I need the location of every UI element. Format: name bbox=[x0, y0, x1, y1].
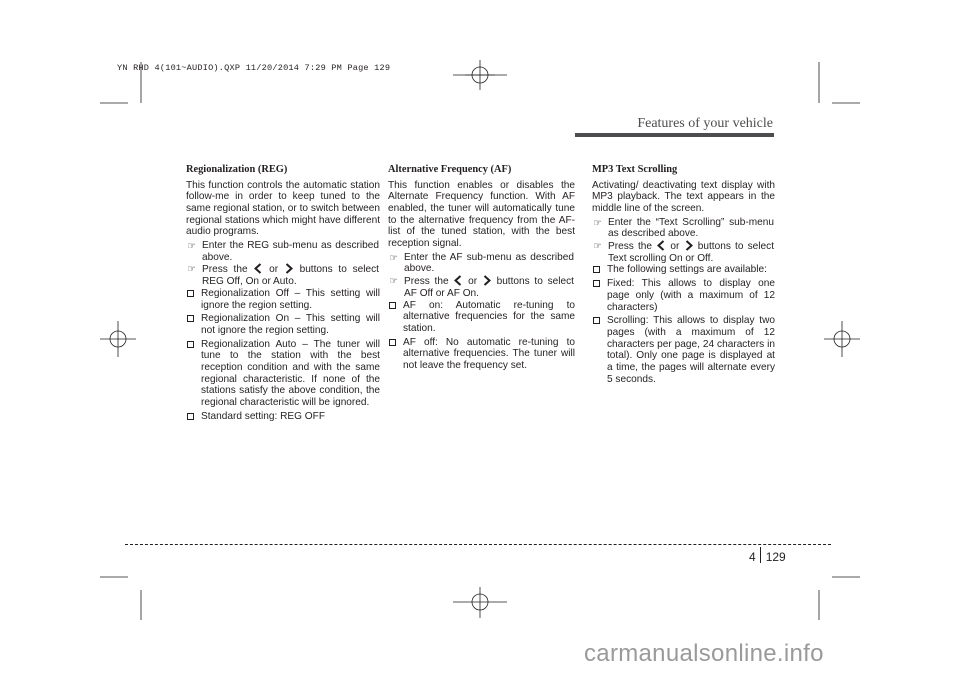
pointing-hand-icon: ☞ bbox=[389, 252, 398, 264]
option-item bbox=[388, 337, 575, 372]
section-title-bar bbox=[575, 133, 774, 137]
intro-paragraph: This function enables or disables the Alternate Frequency function. With AF enabled, the tuner will automatically tune to the alternative frequency from the AF-list of the tuned station, with the best reception signal. bbox=[388, 179, 575, 250]
chapter-number: 4 bbox=[749, 550, 756, 564]
file-header: YN RHD 4(101~AUDIO).QXP 11/20/2014 7:29 PM Page 129 bbox=[117, 63, 391, 73]
chevron-left-icon bbox=[254, 263, 262, 274]
item-text-post: buttons to select REG Off, On or Auto. bbox=[202, 264, 379, 288]
item-text: Fixed: This allows to display one page only (with a maximum of 12 characters) bbox=[607, 278, 775, 313]
box-bullet-icon bbox=[187, 290, 194, 297]
option-item bbox=[186, 411, 380, 423]
pointing-hand-icon: ☞ bbox=[389, 276, 398, 288]
chevron-left-icon bbox=[657, 240, 665, 251]
box-bullet-icon bbox=[187, 413, 194, 420]
item-text: Regionalization Auto – The tuner will tune to the station with the best reception condition and with the same regional characteristic. If none of the stations satisfy the above condition, the regional characteristic will be ignored. bbox=[201, 338, 380, 409]
box-bullet-icon bbox=[593, 317, 600, 324]
footer-rule bbox=[125, 544, 831, 545]
item-text-mid: or bbox=[468, 276, 478, 288]
item-text: The following settings are available: bbox=[607, 264, 767, 276]
box-bullet-icon bbox=[389, 339, 396, 346]
box-bullet-icon bbox=[593, 280, 600, 287]
item-text: Regionalization Off – This setting will ignore the region setting. bbox=[201, 287, 380, 311]
item-text-post: buttons to select AF Off or AF On. bbox=[404, 276, 574, 299]
registration-mark-left bbox=[100, 321, 136, 357]
pointing-hand-icon: ☞ bbox=[593, 241, 602, 253]
option-item bbox=[186, 339, 380, 409]
page-number-value: 129 bbox=[765, 550, 786, 564]
section-heading: Regionalization (REG) bbox=[186, 164, 288, 175]
instruction-item bbox=[593, 240, 774, 264]
column-alternative-frequency bbox=[388, 164, 575, 374]
registration-mark-right bbox=[824, 321, 860, 357]
item-text-mid: or bbox=[269, 264, 279, 276]
item-text: Enter the REG sub-menu as described above. bbox=[202, 240, 379, 263]
item-text-pre: Press the bbox=[202, 264, 248, 276]
item-text: Regionalization On – This setting will not ignore the region setting. bbox=[201, 313, 380, 336]
section-heading: MP3 Text Scrolling bbox=[592, 164, 678, 175]
watermark: carmanualsonline.info bbox=[584, 640, 824, 667]
item-text: Enter the AF sub-menu as described above. bbox=[404, 251, 574, 275]
section-heading: Alternative Frequency (AF) bbox=[388, 164, 512, 175]
section-title: Features of your vehicle bbox=[637, 116, 773, 131]
instruction-item bbox=[593, 217, 774, 240]
option-item bbox=[186, 288, 380, 311]
chevron-right-icon bbox=[285, 263, 293, 274]
chevron-left-icon bbox=[454, 275, 462, 286]
option-item bbox=[388, 300, 575, 335]
instruction-item bbox=[187, 263, 379, 287]
registration-mark-top bbox=[453, 60, 507, 90]
item-text: AF off: No automatic re-tuning to alternative frequencies. The tuner will not leave the frequency set. bbox=[403, 336, 575, 372]
item-text-pre: Press the bbox=[404, 276, 449, 288]
pointing-hand-icon: ☞ bbox=[593, 217, 602, 229]
item-text-pre: Press the bbox=[608, 241, 653, 253]
registration-mark-bottom bbox=[453, 587, 507, 618]
instruction-item bbox=[389, 252, 574, 275]
box-bullet-icon bbox=[593, 266, 600, 273]
instruction-item bbox=[389, 275, 574, 299]
box-bullet-icon bbox=[187, 341, 194, 348]
column-regionalization bbox=[186, 164, 380, 425]
page-number bbox=[749, 550, 786, 564]
instruction-item bbox=[187, 240, 379, 263]
pointing-hand-icon: ☞ bbox=[187, 264, 196, 276]
option-item bbox=[592, 315, 775, 385]
option-item bbox=[186, 313, 380, 336]
item-text-mid: or bbox=[670, 241, 680, 253]
column-mp3-text-scrolling bbox=[592, 164, 775, 387]
box-bullet-icon bbox=[187, 315, 194, 322]
item-text: Enter the “Text Scrolling” sub-menu as described above. bbox=[608, 216, 774, 240]
intro-paragraph: Activating/ deactivating text display with MP3 playback. The text appears in the middle line of the screen. bbox=[592, 179, 775, 214]
option-item bbox=[592, 264, 775, 276]
option-item bbox=[592, 278, 775, 313]
item-text: Scrolling: This allows to display two pages (with a maximum of 12 characters per page, 24 characters in total). Only one page is displayed at a time, the pages will alternate every 5 seconds. bbox=[607, 315, 775, 385]
pointing-hand-icon: ☞ bbox=[187, 241, 196, 253]
intro-paragraph: This function controls the automatic station follow-me in order to keep tuned to the same regional station, or to switch between regional stations which might have different audio programs. bbox=[186, 179, 380, 238]
chevron-right-icon bbox=[483, 275, 491, 286]
item-text-post: buttons to select Text scrolling On or Off. bbox=[608, 241, 775, 264]
chevron-right-icon bbox=[685, 240, 693, 251]
item-text: AF on: Automatic re-tuning to alternative frequencies for the same station. bbox=[403, 299, 575, 334]
item-text: Standard setting: REG OFF bbox=[201, 410, 325, 422]
box-bullet-icon bbox=[389, 302, 396, 309]
